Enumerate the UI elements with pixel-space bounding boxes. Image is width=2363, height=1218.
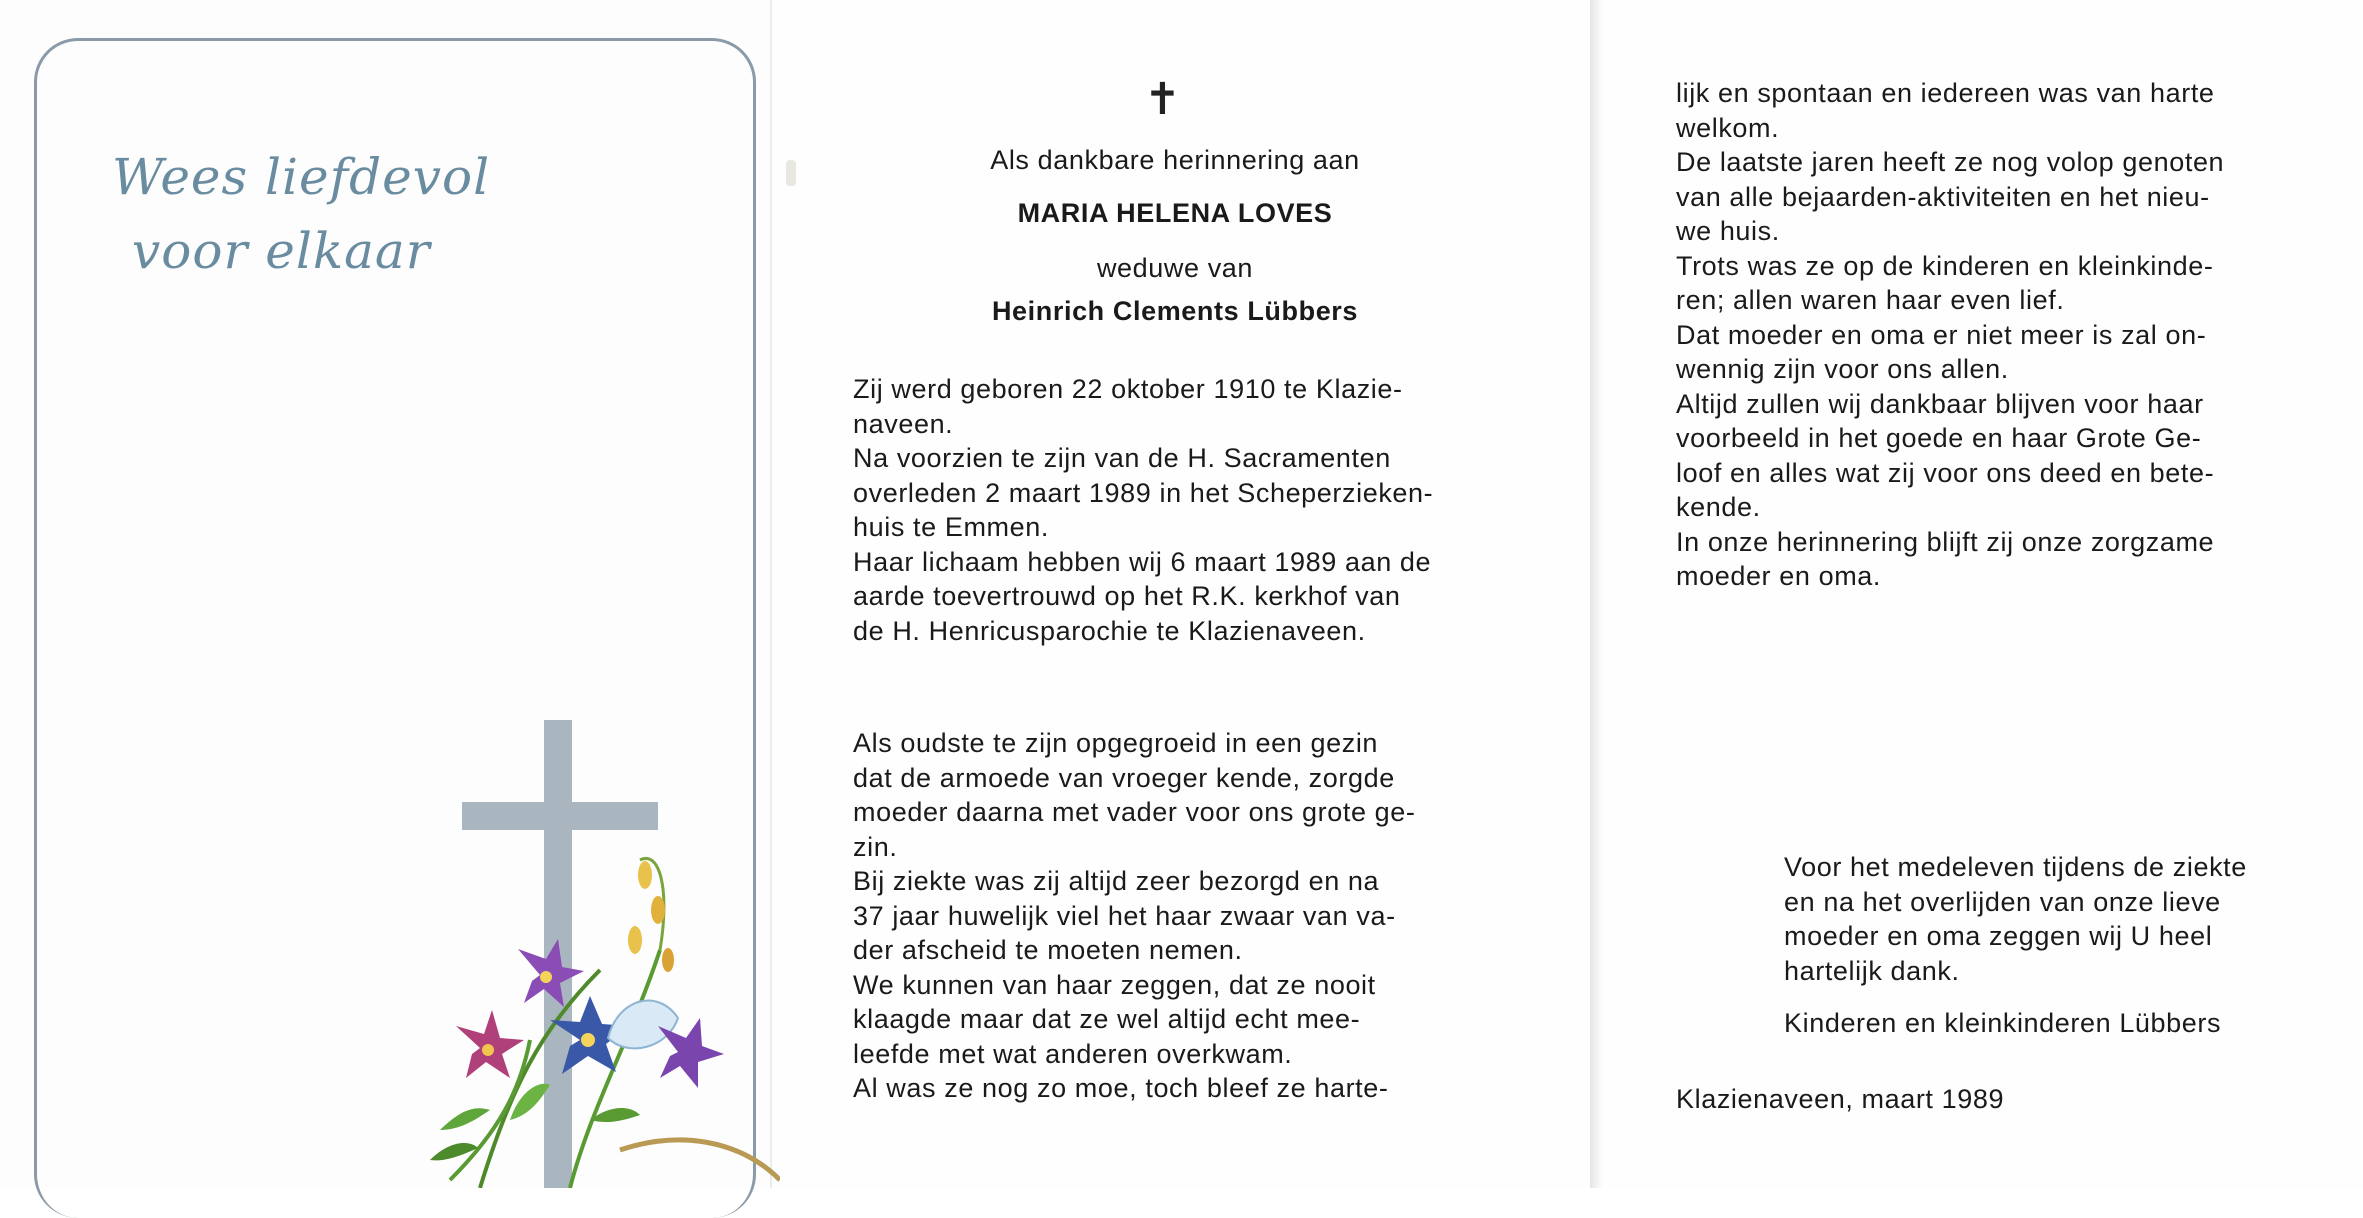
text-line: we huis. (1676, 216, 1780, 246)
text-line: leefde met wat anderen overkwam. (853, 1038, 1293, 1069)
text-line: dat de armoede van vroeger kende, zorgde (853, 762, 1395, 793)
text-line: hartelijk dank. (1784, 955, 1960, 986)
place-date: Klazienaveen, maart 1989 (1676, 1084, 2005, 1114)
text-line: Al was ze nog zo moe, toch bleef ze harte- (853, 1073, 1389, 1103)
husband-name: Heinrich Clements Lübbers (991, 296, 1359, 326)
cross-with-flowers-illustration (420, 710, 780, 1188)
text-line: klaagde maar dat ze wel altijd echt mee- (853, 1004, 1361, 1034)
text-line: van alle bejaarden-aktiviteiten en het nieu- (1676, 181, 2210, 212)
text-line: de H. Henricusparochie te Klazienaveen. (853, 615, 1366, 646)
text-line: loof en alles wat zij voor ons deed en bete- (1676, 457, 2215, 488)
motto-line-2: voor elkaar (132, 222, 431, 280)
text-line: 37 jaar huwelijk viel het haar zwaar van va- (853, 900, 1396, 931)
text-line: moeder en oma. (1676, 561, 1882, 591)
text-line: Voor het medeleven tijdens de ziekte (1784, 852, 2247, 882)
text-line: moeder daarna met vader voor ons grote ge- (853, 797, 1416, 827)
text-line: In onze herinnering blijft zij onze zorgzame (1676, 526, 2215, 557)
text-line: huis te Emmen. (853, 512, 1049, 542)
text-line: Bij ziekte was zij altijd zeer bezorgd en na (853, 866, 1380, 896)
biography-paragraph-2 (853, 726, 1487, 1106)
text-line: voorbeeld in het goede en haar Grote Ge- (1676, 423, 2202, 453)
text-line: kende. (1676, 492, 1761, 522)
text-line: Zij werd geboren 22 oktober 1910 te Klazie- (853, 374, 1403, 404)
text-line: overleden 2 maart 1989 in het Scheperzieken- (853, 477, 1434, 508)
text-line: We kunnen van haar zeggen, dat ze nooit (853, 969, 1376, 1000)
text-line: welkom. (1676, 112, 1780, 143)
text-line: lijk en spontaan en iedereen was van harte (1676, 78, 2215, 108)
text-line: der afscheid te moeten nemen. (853, 935, 1243, 965)
text-line: Als oudste te zijn opgegroeid in een gezin (853, 728, 1379, 758)
text-line: wennig zijn voor ons allen. (1676, 354, 2009, 384)
flower-bouquet-icon (430, 858, 780, 1188)
text-line: moeder en oma zeggen wij U heel (1784, 921, 2213, 951)
text-line: en na het overlijden van onze lieve (1784, 886, 2221, 917)
motto-line-1: Wees liefdevol (112, 148, 491, 206)
cross-symbol-icon: ✝ (1144, 75, 1181, 124)
widow-of-text: weduwe van (1096, 253, 1254, 283)
text-line: aarde toevertrouwd op het R.K. kerkhof van (853, 581, 1401, 611)
text-line: Dat moeder en oma er niet meer is zal on- (1676, 319, 2207, 350)
biography-paragraph-3 (1676, 76, 2312, 594)
intro-text: Als dankbare herinnering aan (990, 145, 1360, 175)
text-line: Haar lichaam hebben wij 6 maart 1989 aan de (853, 546, 1432, 577)
motto-text (112, 140, 490, 288)
deceased-name: MARIA HELENA LOVES (1017, 198, 1333, 228)
text-line: zin. (853, 831, 898, 862)
text-line: Na voorzien te zijn van de H. Sacramenten (853, 443, 1391, 473)
text-line: Trots was ze op de kinderen en kleinkinde- (1676, 250, 2214, 281)
text-line: Altijd zullen wij dankbaar blijven voor haar (1676, 388, 2204, 419)
text-line: De laatste jaren heeft ze nog volop genoten (1676, 147, 2225, 177)
signature-line: Kinderen en kleinkinderen Lübbers (1784, 1008, 2222, 1038)
fold-shadow (1590, 0, 1604, 1188)
thanks-paragraph (1784, 850, 2312, 988)
paper-speck (786, 160, 796, 186)
text-line: ren; allen waren haar even lief. (1676, 285, 2065, 315)
biography-paragraph-1 (853, 372, 1487, 648)
text-line: naveen. (853, 408, 954, 439)
